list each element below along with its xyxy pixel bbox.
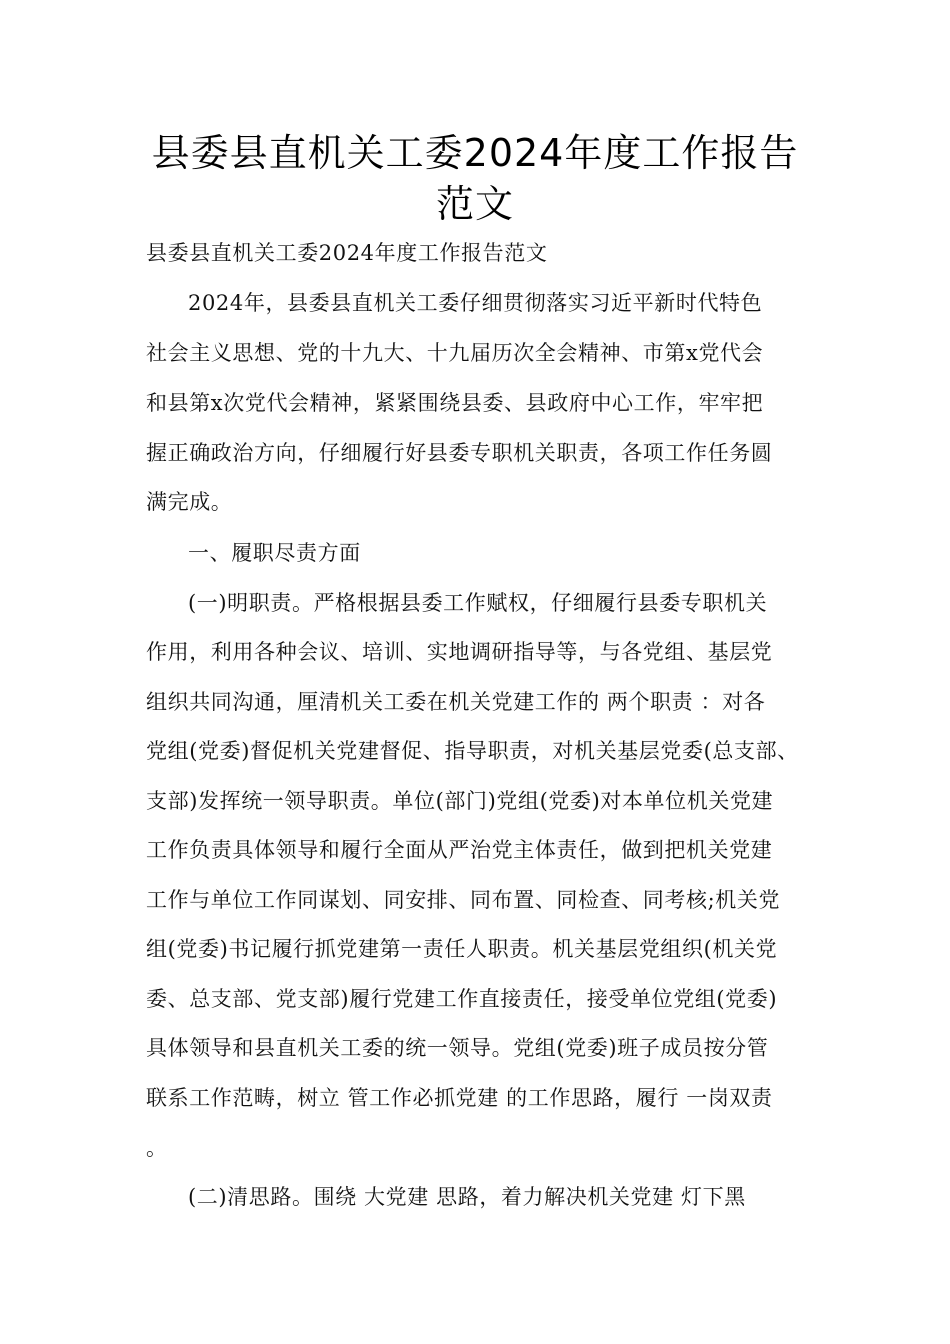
paragraph-line: (一)明职责。严格根据县委工作赋权，仔细履行县委专职机关 <box>188 591 768 615</box>
document-title-line-2: 范文 <box>435 182 514 226</box>
paragraph-line: 满完成。 <box>146 490 233 514</box>
paragraph-line: 工作与单位工作同谋划、同安排、同布置、同检查、同考核;机关党 <box>146 888 781 912</box>
paragraph-line: 社会主义思想、党的十九大、十九届历次全会精神、市第x党代会 <box>146 341 764 365</box>
document-subtitle: 县委县直机关工委2024年度工作报告范文 <box>146 241 548 265</box>
paragraph-line: (二)清思路。围绕 大党建 思路，着力解决机关党建 灯下黑 <box>188 1185 746 1209</box>
paragraph-line: 具体领导和县直机关工委的统一领导。党组(党委)班子成员按分管 <box>146 1036 769 1060</box>
paragraph-line: 。 <box>146 1136 168 1160</box>
paragraph-line: 组织共同沟通，厘清机关工委在机关党建工作的 两个职责 ：对各 <box>146 690 766 714</box>
paragraph-line: 握正确政治方向，仔细履行好县委专职机关职责，各项工作任务圆 <box>146 441 773 465</box>
paragraph-line: 和县第x次党代会精神，紧紧围绕县委、县政府中心工作，牢牢把 <box>146 391 764 415</box>
paragraph-line: 工作负责具体领导和履行全面从严治党主体责任，做到把机关党建 <box>146 838 773 862</box>
document-title-line-1: 县委县直机关工委2024年度工作报告 <box>151 131 799 175</box>
paragraph-line: 党组(党委)督促机关党建督促、指导职责，对机关基层党委(总支部、 <box>146 739 799 763</box>
paragraph-line: 支部)发挥统一领导职责。单位(部门)党组(党委)对本单位机关党建 <box>146 789 774 813</box>
paragraph-line: 作用，利用各种会议、培训、实地调研指导等，与各党组、基层党 <box>146 640 773 664</box>
paragraph-line: 联系工作范畴，树立 管工作必抓党建 的工作思路，履行 一岗双责 <box>146 1086 773 1110</box>
section-heading: 一、履职尽责方面 <box>188 541 361 565</box>
paragraph-line: 2024年，县委县直机关工委仔细贯彻落实习近平新时代特色 <box>188 291 763 315</box>
paragraph-line: 委、总支部、党支部)履行党建工作直接责任，接受单位党组(党委) <box>146 987 778 1011</box>
paragraph-line: 组(党委)书记履行抓党建第一责任人职责。机关基层党组织(机关党 <box>146 937 778 961</box>
